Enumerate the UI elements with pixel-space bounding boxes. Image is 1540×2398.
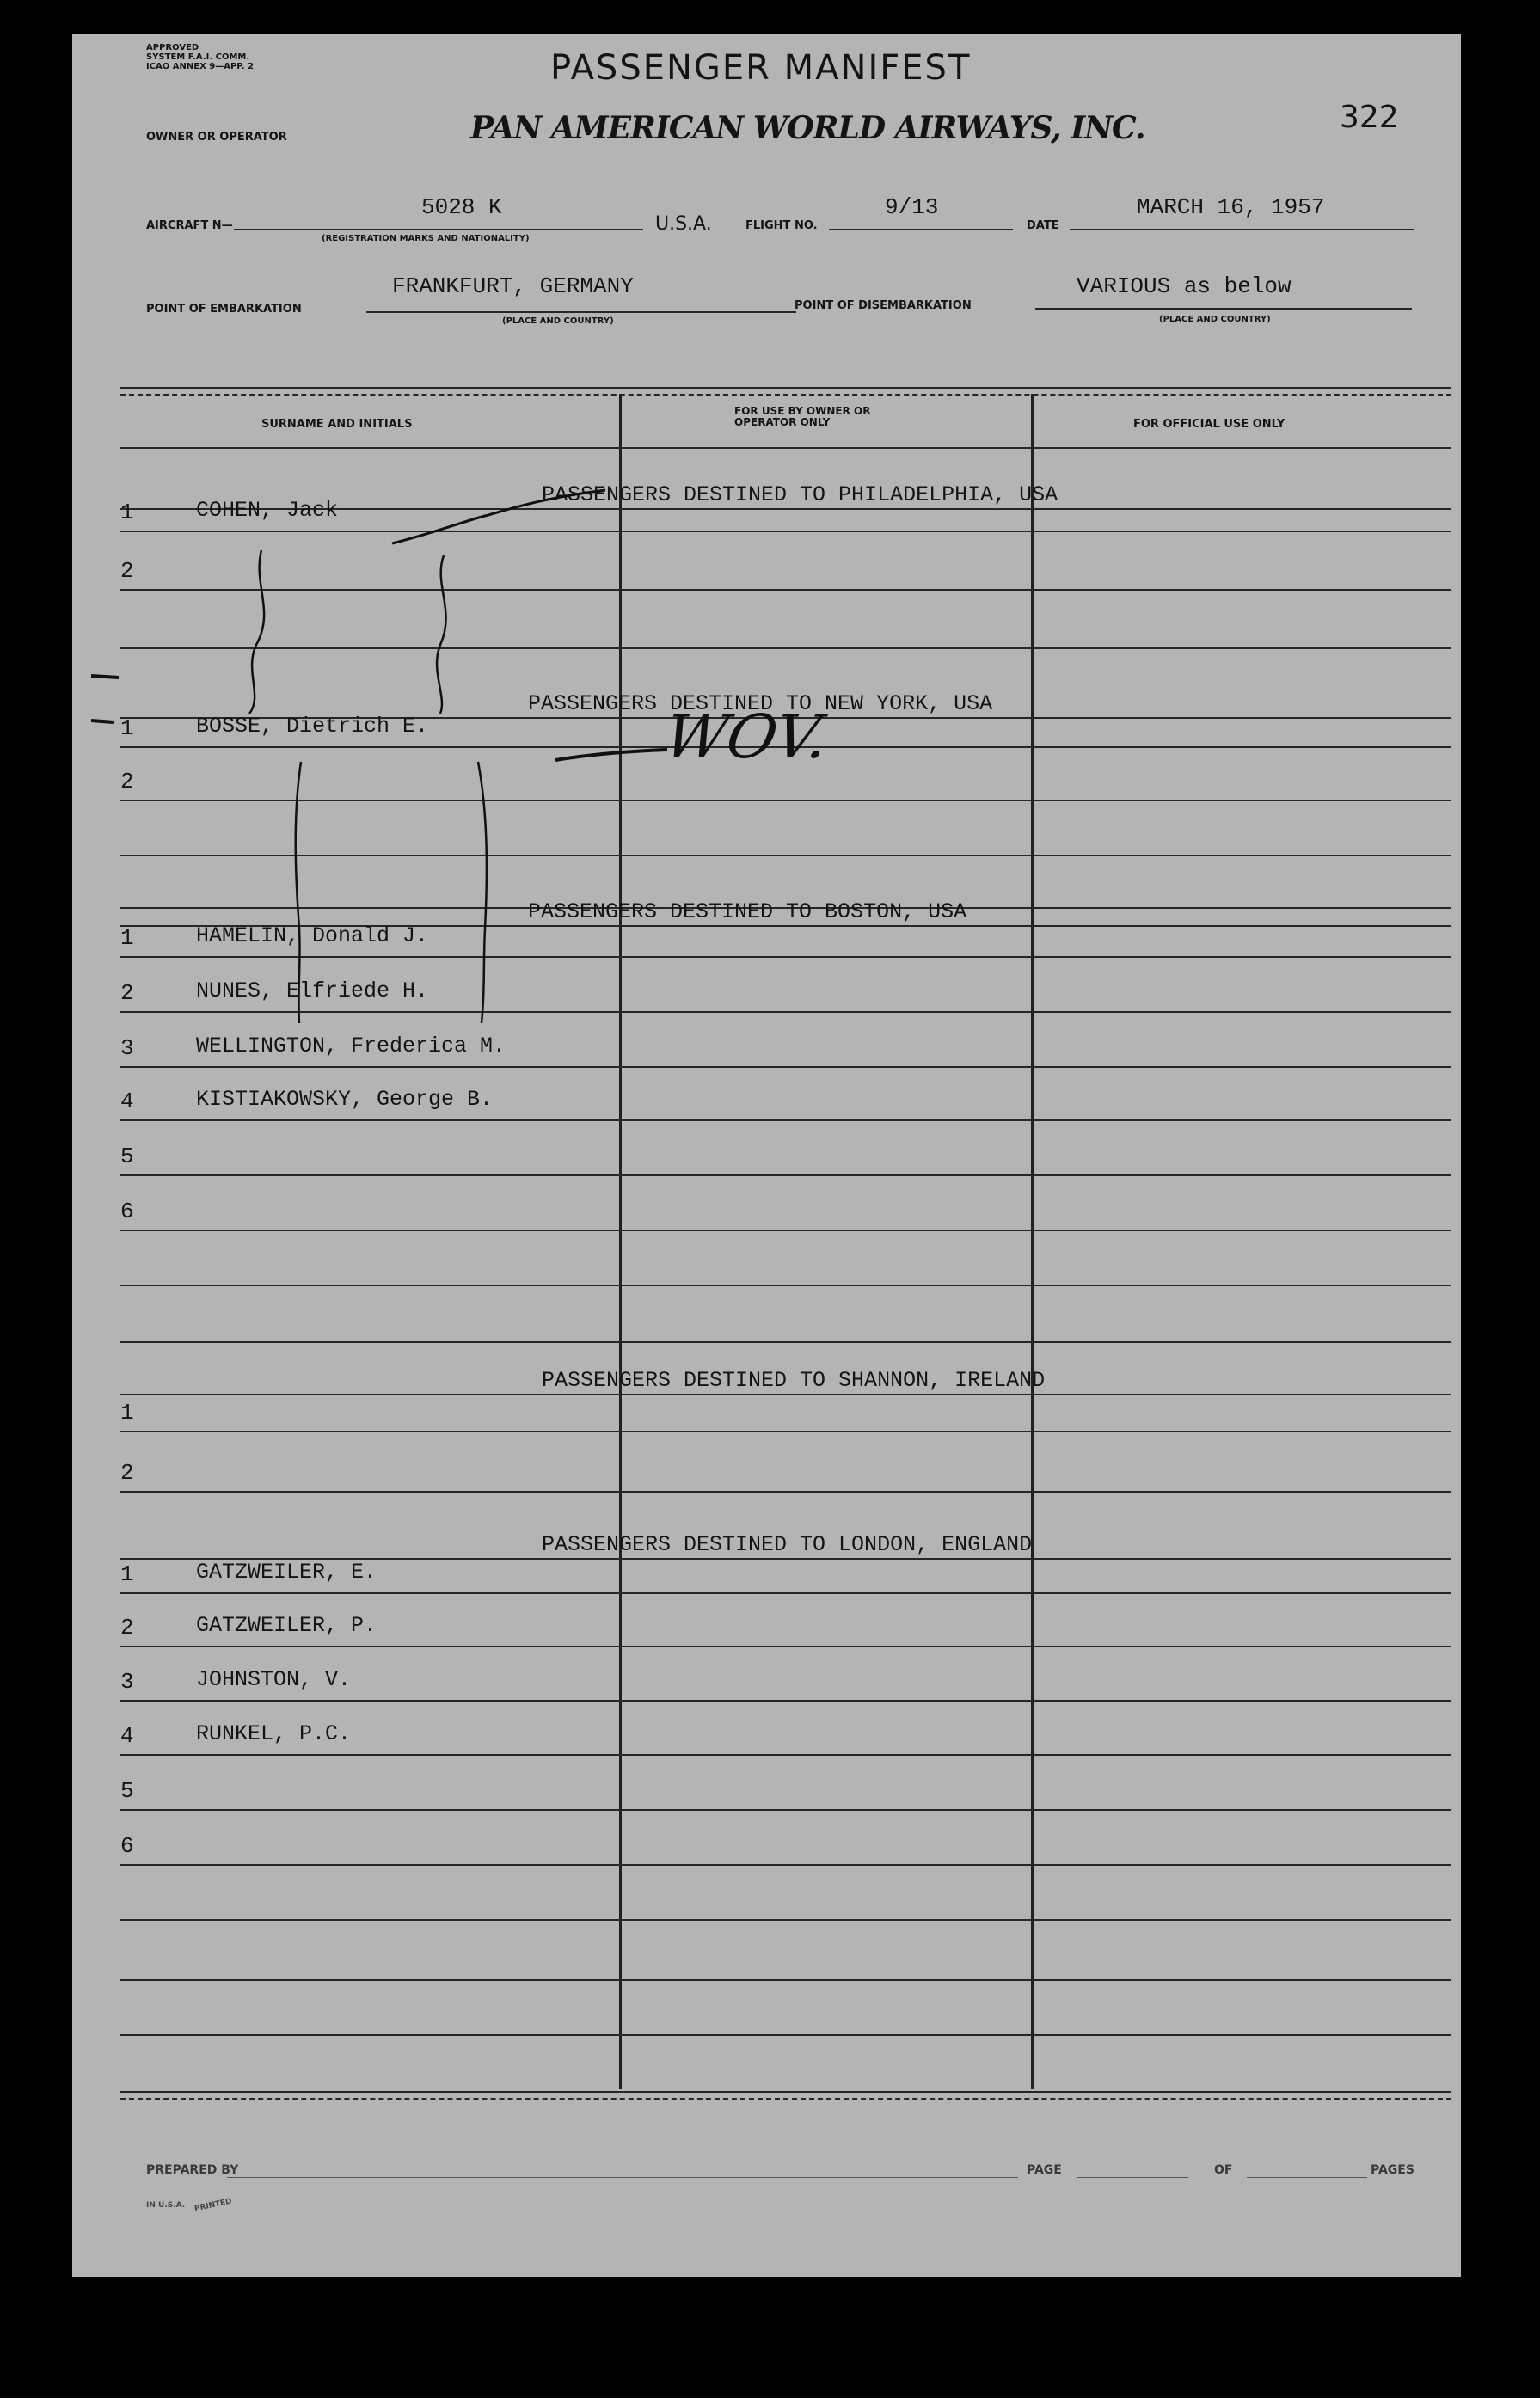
stamp-line: SYSTEM F.A.I. COMM. bbox=[146, 52, 250, 62]
stamp-line: APPROVED bbox=[146, 43, 199, 52]
page-number: 322 bbox=[1340, 100, 1399, 135]
row-number: 1 bbox=[120, 1400, 134, 1426]
pen-marks bbox=[72, 34, 1461, 2277]
row-number: 4 bbox=[120, 1723, 134, 1749]
of-label: OF bbox=[1214, 2163, 1233, 2177]
row-number: 2 bbox=[120, 1460, 134, 1486]
section-title: PASSENGERS DESTINED TO BOSTON, USA bbox=[528, 899, 967, 924]
pen-stroke-bosse bbox=[555, 750, 667, 760]
passenger-name: RUNKEL, P.C. bbox=[196, 1721, 352, 1746]
passenger-name: KISTIAKOWSKY, George B. bbox=[196, 1087, 494, 1112]
operator-name: PAN AMERICAN WORLD AIRWAYS, INC. bbox=[470, 110, 1145, 146]
row-number: 6 bbox=[120, 1833, 134, 1859]
disembarkation-value: VARIOUS as below bbox=[1077, 273, 1292, 299]
country-code: U.S.A. bbox=[655, 213, 712, 235]
bracket-line-left-1 bbox=[249, 550, 264, 714]
section-title: PASSENGERS DESTINED TO LONDON, ENGLAND bbox=[542, 1532, 1033, 1557]
column-header-surname: SURNAME AND INITIALS bbox=[261, 418, 413, 431]
aircraft-label: AIRCRAFT N— bbox=[146, 219, 233, 232]
disembarkation-place-note: (PLACE AND COUNTRY) bbox=[1159, 315, 1271, 324]
pages-label: PAGES bbox=[1371, 2163, 1414, 2177]
margin-tick-2 bbox=[91, 721, 114, 722]
embarkation-place-note: (PLACE AND COUNTRY) bbox=[502, 316, 614, 326]
section-title: PASSENGERS DESTINED TO SHANNON, IRELAND bbox=[542, 1368, 1046, 1393]
passenger-name: HAMELIN, Donald J. bbox=[196, 923, 429, 948]
row-number: 3 bbox=[120, 1669, 134, 1695]
row-number: 2 bbox=[120, 980, 134, 1006]
handwritten-annotation: WOV. bbox=[659, 702, 834, 772]
embarkation-value: FRANKFURT, GERMANY bbox=[392, 273, 634, 299]
section-title: PASSENGERS DESTINED TO PHILADELPHIA, USA bbox=[542, 482, 1058, 507]
column-header-official-use: FOR OFFICIAL USE ONLY bbox=[1133, 418, 1285, 431]
column-header-owner-use: FOR USE BY OWNER OR OPERATOR ONLY bbox=[734, 405, 871, 428]
margin-tick-1 bbox=[91, 676, 119, 678]
row-number: 5 bbox=[120, 1144, 134, 1169]
form-title: PASSENGER MANIFEST bbox=[550, 48, 972, 88]
printer-mark-country: IN U.S.A. bbox=[146, 2201, 186, 2210]
manifest-page bbox=[72, 34, 1461, 2277]
row-number: 1 bbox=[120, 1561, 134, 1587]
registration-note: (REGISTRATION MARKS AND NATIONALITY) bbox=[322, 234, 530, 243]
passenger-name: GATZWEILER, E. bbox=[196, 1560, 377, 1585]
row-number: 4 bbox=[120, 1089, 134, 1114]
flight-value: 9/13 bbox=[885, 194, 939, 220]
row-number: 2 bbox=[120, 1615, 134, 1641]
aircraft-value: 5028 K bbox=[421, 194, 502, 220]
flight-label: FLIGHT NO. bbox=[745, 219, 818, 232]
passenger-name: JOHNSTON, V. bbox=[196, 1667, 352, 1692]
date-label: DATE bbox=[1027, 219, 1059, 232]
passenger-name: GATZWEILER, P. bbox=[196, 1613, 377, 1638]
owner-label: OWNER OR OPERATOR bbox=[146, 131, 287, 144]
row-number: 3 bbox=[120, 1035, 134, 1061]
disembarkation-label: POINT OF DISEMBARKATION bbox=[795, 299, 972, 312]
row-number: 6 bbox=[120, 1199, 134, 1224]
pen-stroke-cohen bbox=[392, 490, 605, 543]
row-number: 1 bbox=[120, 715, 134, 741]
bracket-line-right-2 bbox=[478, 762, 487, 1023]
printer-mark-printed: PRINTED bbox=[193, 2197, 233, 2214]
stamp-line: ICAO ANNEX 9—APP. 2 bbox=[146, 62, 255, 71]
bracket-line-left-2 bbox=[296, 762, 301, 1023]
row-number: 1 bbox=[120, 925, 134, 951]
row-number: 2 bbox=[120, 558, 134, 584]
row-number: 5 bbox=[120, 1778, 134, 1804]
row-number: 1 bbox=[120, 500, 134, 525]
page-label: PAGE bbox=[1027, 2163, 1062, 2177]
embarkation-label: POINT OF EMBARKATION bbox=[146, 303, 302, 316]
passenger-name: BOSSE, Dietrich E. bbox=[196, 714, 429, 739]
passenger-name: WELLINGTON, Frederica M. bbox=[196, 1033, 506, 1058]
section-title: PASSENGERS DESTINED TO NEW YORK, USA bbox=[528, 691, 993, 716]
row-number: 2 bbox=[120, 769, 134, 794]
prepared-by-label: PREPARED BY bbox=[146, 2163, 239, 2177]
passenger-name: COHEN, Jack bbox=[196, 498, 339, 523]
date-value: MARCH 16, 1957 bbox=[1137, 194, 1325, 220]
passenger-name: NUNES, Elfriede H. bbox=[196, 978, 429, 1003]
bracket-line-right-1 bbox=[437, 555, 446, 714]
